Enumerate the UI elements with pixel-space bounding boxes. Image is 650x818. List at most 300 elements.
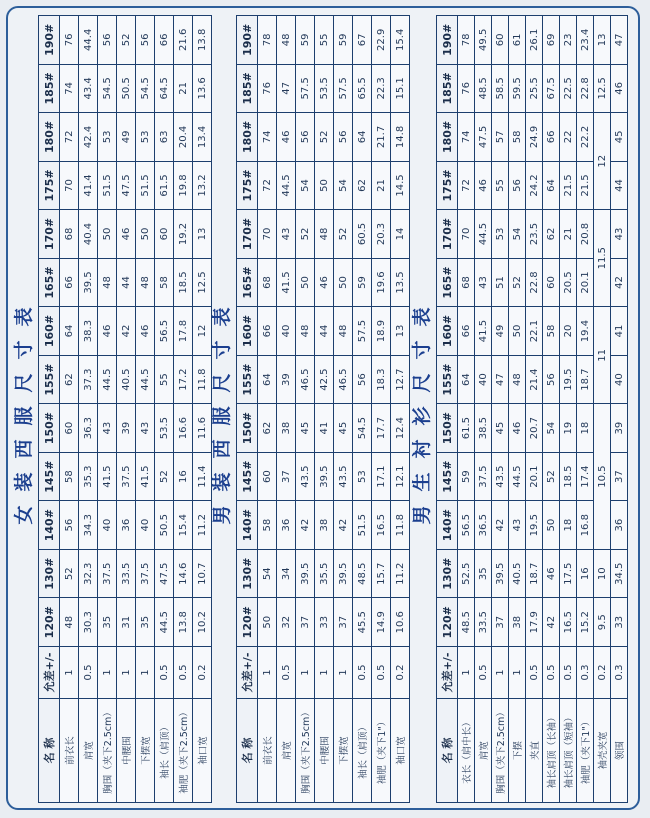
- header-cell: 190#: [39, 16, 60, 65]
- size-value: 43: [509, 501, 526, 550]
- size-value: 53: [98, 113, 117, 162]
- size-value: 11.6: [193, 404, 212, 453]
- size-value: 19: [560, 404, 577, 453]
- size-value: 41: [611, 307, 628, 356]
- size-value: 13.2: [193, 161, 212, 210]
- size-value: 46: [277, 113, 296, 162]
- size-value: 43: [98, 404, 117, 453]
- size-value: 46.5: [334, 355, 353, 404]
- size-value: 44: [117, 258, 136, 307]
- tolerance-cell: 0.5: [543, 647, 560, 699]
- measurement-name: 下摆宽: [334, 699, 353, 803]
- measurement-name: 袖长（肩顶）: [353, 699, 372, 803]
- size-value: 12.7: [391, 355, 410, 404]
- size-value: 13.4: [193, 113, 212, 162]
- rotated-content: [10, 9, 640, 809]
- size-value: 18: [560, 501, 577, 550]
- tolerance-cell: 1: [98, 647, 117, 699]
- header-cell: 150#: [39, 404, 60, 453]
- size-value: 76: [458, 64, 475, 113]
- size-value: 38.3: [79, 307, 98, 356]
- header-cell: 120#: [237, 598, 258, 647]
- size-value: 41.5: [98, 452, 117, 501]
- size-value: 20.1: [526, 452, 543, 501]
- size-value: 21.6: [174, 16, 193, 65]
- tolerance-cell: 0.5: [79, 647, 98, 699]
- measurement-name: 前衣长: [60, 699, 79, 803]
- size-value: 53: [136, 113, 155, 162]
- header-cell: 160#: [39, 307, 60, 356]
- header-cell: 175#: [437, 161, 458, 210]
- size-value: 31: [117, 598, 136, 647]
- header-cell: 允差+/-: [237, 647, 258, 699]
- size-value: 42: [611, 258, 628, 307]
- table-title: 男生衬衫尺寸表: [411, 293, 433, 525]
- table-row: [526, 16, 543, 803]
- size-value: 42.4: [79, 113, 98, 162]
- size-value: 56: [296, 113, 315, 162]
- size-value: 54: [509, 210, 526, 259]
- size-value: 41.5: [136, 452, 155, 501]
- header-cell: 160#: [237, 307, 258, 356]
- size-value: 68: [258, 258, 277, 307]
- size-value: 22.5: [560, 64, 577, 113]
- size-value: 9.5: [594, 598, 611, 647]
- size-value: 22: [560, 113, 577, 162]
- size-value: 35: [475, 549, 492, 598]
- header-row: [237, 16, 258, 803]
- size-value: 19.2: [174, 210, 193, 259]
- size-value: 55: [315, 16, 334, 65]
- size-value: 33.5: [117, 549, 136, 598]
- size-value: 56: [543, 355, 560, 404]
- size-value: 48: [509, 355, 526, 404]
- header-cell: 165#: [437, 258, 458, 307]
- size-value: 20.7: [526, 404, 543, 453]
- header-cell: 185#: [39, 64, 60, 113]
- size-value: 38: [315, 501, 334, 550]
- size-value: 62: [60, 355, 79, 404]
- size-value: 42: [543, 598, 560, 647]
- tolerance-cell: 1: [334, 647, 353, 699]
- tolerance-cell: 0.5: [277, 647, 296, 699]
- size-value: 47: [492, 355, 509, 404]
- header-cell: 170#: [39, 210, 60, 259]
- size-value: 18.7: [577, 355, 594, 404]
- header-cell: 120#: [437, 598, 458, 647]
- size-value: 25.5: [526, 64, 543, 113]
- size-value: 45: [296, 404, 315, 453]
- size-value: 39: [611, 404, 628, 453]
- size-value: 42: [334, 501, 353, 550]
- size-value: 43: [611, 210, 628, 259]
- size-value: 16: [174, 452, 193, 501]
- measurement-name: 袖肥（夹下1"）: [372, 699, 391, 803]
- size-value: 48: [296, 307, 315, 356]
- size-value: 51.5: [136, 161, 155, 210]
- measurement-name: 下摆: [509, 699, 526, 803]
- table-row: [79, 16, 98, 803]
- size-value: 15.7: [372, 549, 391, 598]
- size-value: 43: [136, 404, 155, 453]
- table-row: [136, 16, 155, 803]
- size-value: 38.5: [475, 404, 492, 453]
- size-value: 41.4: [79, 161, 98, 210]
- header-cell: 155#: [39, 355, 60, 404]
- size-value: 57: [492, 113, 509, 162]
- size-value: 10.5: [594, 404, 611, 550]
- size-value: 58.5: [492, 64, 509, 113]
- table-row: [543, 16, 560, 803]
- size-value: 40: [475, 355, 492, 404]
- size-value: 66: [258, 307, 277, 356]
- header-cell: 170#: [437, 210, 458, 259]
- measurement-name: 中腰围: [117, 699, 136, 803]
- size-value: 40.4: [79, 210, 98, 259]
- size-value: 64: [258, 355, 277, 404]
- header-cell: 175#: [39, 161, 60, 210]
- size-value: 57.5: [296, 64, 315, 113]
- size-value: 45: [492, 404, 509, 453]
- measurement-name: 领围: [611, 699, 628, 803]
- size-value: 60: [258, 452, 277, 501]
- measurement-name: 中腰围: [315, 699, 334, 803]
- size-value: 48.5: [353, 549, 372, 598]
- size-value: 21.5: [577, 161, 594, 210]
- size-value: 52: [296, 210, 315, 259]
- size-value: 39.5: [492, 549, 509, 598]
- size-value: 46: [611, 64, 628, 113]
- size-value: 48.5: [458, 598, 475, 647]
- size-value: 46: [315, 258, 334, 307]
- measurement-name: 胸围（夹下2.5cm）: [98, 699, 117, 803]
- size-value: 39.5: [315, 452, 334, 501]
- size-value: 44.5: [98, 355, 117, 404]
- measurement-name: 袖长（肩顶）: [155, 699, 174, 803]
- size-value: 39: [277, 355, 296, 404]
- size-value: 60.5: [353, 210, 372, 259]
- size-value: 15.4: [391, 16, 410, 65]
- size-value: 50: [509, 307, 526, 356]
- size-value: 15.2: [577, 598, 594, 647]
- table-row: [334, 16, 353, 803]
- size-value: 12.1: [391, 452, 410, 501]
- size-value: 52: [117, 16, 136, 65]
- size-value: 61: [509, 16, 526, 65]
- size-value: 44.5: [475, 210, 492, 259]
- size-value: 64: [353, 113, 372, 162]
- size-value: 60: [492, 16, 509, 65]
- header-cell: 允差+/-: [437, 647, 458, 699]
- tolerance-cell: 1: [458, 647, 475, 699]
- size-value: 16.8: [577, 501, 594, 550]
- measurement-name: 肩宽: [277, 699, 296, 803]
- measurement-name: 前衣长: [258, 699, 277, 803]
- size-value: 52.5: [458, 549, 475, 598]
- header-cell: 140#: [437, 501, 458, 550]
- size-value: 18.3: [372, 355, 391, 404]
- table-row: [117, 16, 136, 803]
- size-value: 33: [315, 598, 334, 647]
- tolerance-cell: 0.5: [155, 647, 174, 699]
- size-value: 78: [258, 16, 277, 65]
- size-value: 53.5: [315, 64, 334, 113]
- size-value: 60: [155, 210, 174, 259]
- size-value: 59: [296, 16, 315, 65]
- header-cell: 140#: [39, 501, 60, 550]
- size-value: 43.5: [296, 452, 315, 501]
- size-value: 50: [334, 258, 353, 307]
- size-value: 64: [458, 355, 475, 404]
- size-value: 11.5: [594, 210, 611, 307]
- size-value: 74: [458, 113, 475, 162]
- size-value: 50: [98, 210, 117, 259]
- tolerance-cell: 1: [258, 647, 277, 699]
- size-value: 42: [492, 501, 509, 550]
- size-value: 17.9: [526, 598, 543, 647]
- size-value: 15.4: [174, 501, 193, 550]
- header-cell: 名 称: [437, 699, 458, 803]
- size-value: 57.5: [334, 64, 353, 113]
- size-value: 70: [258, 210, 277, 259]
- header-cell: 145#: [39, 452, 60, 501]
- size-value: 56: [509, 161, 526, 210]
- header-cell: 190#: [237, 16, 258, 65]
- size-value: 22.8: [526, 258, 543, 307]
- size-value: 48: [136, 258, 155, 307]
- size-value: 13: [391, 307, 410, 356]
- size-value: 19.5: [560, 355, 577, 404]
- header-cell: 120#: [39, 598, 60, 647]
- size-value: 55: [155, 355, 174, 404]
- size-value: 47: [277, 64, 296, 113]
- size-value: 11.2: [391, 549, 410, 598]
- size-value: 21.7: [372, 113, 391, 162]
- size-value: 56: [353, 355, 372, 404]
- size-value: 18.9: [372, 307, 391, 356]
- size-table: [436, 15, 628, 803]
- measurement-name: 袖长肩顶（短袖）: [560, 699, 577, 803]
- size-value: 54: [334, 161, 353, 210]
- size-value: 50.5: [155, 501, 174, 550]
- table-row: [458, 16, 475, 803]
- header-cell: 165#: [237, 258, 258, 307]
- size-value: 59.5: [509, 64, 526, 113]
- size-value: 66: [60, 258, 79, 307]
- size-value: 53: [353, 452, 372, 501]
- size-value: 68: [458, 258, 475, 307]
- size-value: 51.5: [98, 161, 117, 210]
- header-cell: 190#: [437, 16, 458, 65]
- size-value: 61.5: [458, 404, 475, 453]
- size-value: 21: [560, 210, 577, 259]
- size-value: 54.5: [136, 64, 155, 113]
- header-cell: 150#: [437, 404, 458, 453]
- header-cell: 130#: [437, 549, 458, 598]
- size-value: 22.3: [372, 64, 391, 113]
- header-row: [437, 16, 458, 803]
- size-value: 15.1: [391, 64, 410, 113]
- size-value: 74: [258, 113, 277, 162]
- size-value: 20: [560, 307, 577, 356]
- size-value: 10.7: [193, 549, 212, 598]
- size-value: 46: [136, 307, 155, 356]
- size-value: 12: [193, 307, 212, 356]
- size-value: 17.1: [372, 452, 391, 501]
- size-value: 37.5: [136, 549, 155, 598]
- size-value: 13.8: [193, 16, 212, 65]
- size-value: 14.8: [391, 113, 410, 162]
- size-value: 56: [98, 16, 117, 65]
- table-row: [193, 16, 212, 803]
- size-value: 47.5: [117, 161, 136, 210]
- tolerance-cell: 1: [60, 647, 79, 699]
- size-value: 42: [296, 501, 315, 550]
- size-table-section: [410, 9, 626, 809]
- size-value: 44.5: [155, 598, 174, 647]
- size-value: 64: [543, 161, 560, 210]
- size-value: 44: [611, 161, 628, 210]
- size-value: 65.5: [353, 64, 372, 113]
- size-value: 46: [475, 161, 492, 210]
- size-value: 58: [509, 113, 526, 162]
- size-value: 69: [543, 16, 560, 65]
- size-value: 66: [155, 16, 174, 65]
- tolerance-cell: 0.5: [353, 647, 372, 699]
- size-table: [236, 15, 410, 803]
- table-row: [353, 16, 372, 803]
- size-value: 21.5: [560, 161, 577, 210]
- size-value: 54.5: [98, 64, 117, 113]
- size-value: 19.6: [372, 258, 391, 307]
- size-value: 23: [560, 16, 577, 65]
- size-value: 42: [117, 307, 136, 356]
- size-value: 72: [258, 161, 277, 210]
- size-value: 51: [492, 258, 509, 307]
- measurement-name: 袖肥（夹下1"）: [577, 699, 594, 803]
- size-value: 49.5: [475, 16, 492, 65]
- size-value: 37.5: [98, 549, 117, 598]
- size-table-section: [210, 9, 420, 809]
- header-cell: 145#: [437, 452, 458, 501]
- table-row: [372, 16, 391, 803]
- size-value: 40: [98, 501, 117, 550]
- size-value: 39.5: [79, 258, 98, 307]
- size-value: 46: [117, 210, 136, 259]
- size-value: 44: [315, 307, 334, 356]
- table-title: 男装西服尺寸表: [211, 293, 233, 525]
- header-cell: 140#: [237, 501, 258, 550]
- header-cell: 130#: [237, 549, 258, 598]
- size-value: 16.5: [560, 598, 577, 647]
- size-value: 26.1: [526, 16, 543, 65]
- tolerance-cell: 0.3: [611, 647, 628, 699]
- size-value: 21.4: [526, 355, 543, 404]
- size-value: 55: [492, 161, 509, 210]
- header-cell: 180#: [437, 113, 458, 162]
- measurement-name: 胸围（夹下2.5cm）: [492, 699, 509, 803]
- size-value: 47.5: [155, 549, 174, 598]
- size-value: 20.1: [577, 258, 594, 307]
- size-value: 11: [594, 307, 611, 404]
- size-value: 22.9: [372, 16, 391, 65]
- size-value: 54: [543, 404, 560, 453]
- size-value: 22.8: [577, 64, 594, 113]
- size-value: 51.5: [353, 501, 372, 550]
- size-value: 33: [611, 598, 628, 647]
- size-value: 33.5: [475, 598, 492, 647]
- size-value: 58: [543, 307, 560, 356]
- size-value: 58: [258, 501, 277, 550]
- table-row: [611, 16, 628, 803]
- size-value: 59: [353, 258, 372, 307]
- header-row: [39, 16, 60, 803]
- size-value: 40.5: [117, 355, 136, 404]
- size-value: 11.4: [193, 452, 212, 501]
- measurement-name: 袖长肩顶（长袖）: [543, 699, 560, 803]
- size-value: 35: [98, 598, 117, 647]
- size-value: 12: [594, 113, 611, 210]
- size-value: 23.4: [577, 16, 594, 65]
- size-value: 59: [334, 16, 353, 65]
- size-value: 47: [611, 16, 628, 65]
- size-value: 10.2: [193, 598, 212, 647]
- tolerance-cell: 0.5: [174, 647, 193, 699]
- size-value: 44.5: [277, 161, 296, 210]
- size-value: 43.4: [79, 64, 98, 113]
- tolerance-cell: 1: [315, 647, 334, 699]
- size-value: 72: [60, 113, 79, 162]
- size-value: 63: [155, 113, 174, 162]
- size-value: 47.5: [475, 113, 492, 162]
- size-value: 52: [155, 452, 174, 501]
- size-value: 18.5: [560, 452, 577, 501]
- table-row: [258, 16, 277, 803]
- size-value: 54: [258, 549, 277, 598]
- size-value: 64.5: [155, 64, 174, 113]
- size-value: 16: [577, 549, 594, 598]
- size-value: 62: [258, 404, 277, 453]
- size-value: 38: [509, 598, 526, 647]
- size-value: 48: [277, 16, 296, 65]
- size-value: 44.5: [136, 355, 155, 404]
- size-value: 35.5: [315, 549, 334, 598]
- table-row: [509, 16, 526, 803]
- table-row: [560, 16, 577, 803]
- size-value: 17.4: [577, 452, 594, 501]
- size-value: 70: [60, 161, 79, 210]
- measurement-name: 夹直: [526, 699, 543, 803]
- size-value: 10: [594, 549, 611, 598]
- size-value: 23.5: [526, 210, 543, 259]
- size-value: 45.5: [353, 598, 372, 647]
- tolerance-cell: 1: [509, 647, 526, 699]
- size-table: [38, 15, 212, 803]
- size-value: 39: [117, 404, 136, 453]
- size-value: 44.5: [509, 452, 526, 501]
- size-value: 50: [136, 210, 155, 259]
- size-value: 50: [258, 598, 277, 647]
- size-value: 45: [611, 113, 628, 162]
- table-row: [174, 16, 193, 803]
- size-value: 52: [334, 210, 353, 259]
- tolerance-cell: 0.2: [391, 647, 410, 699]
- size-value: 60: [543, 258, 560, 307]
- size-value: 54.5: [353, 404, 372, 453]
- header-cell: 名 称: [237, 699, 258, 803]
- size-value: 30.3: [79, 598, 98, 647]
- size-value: 12.5: [193, 258, 212, 307]
